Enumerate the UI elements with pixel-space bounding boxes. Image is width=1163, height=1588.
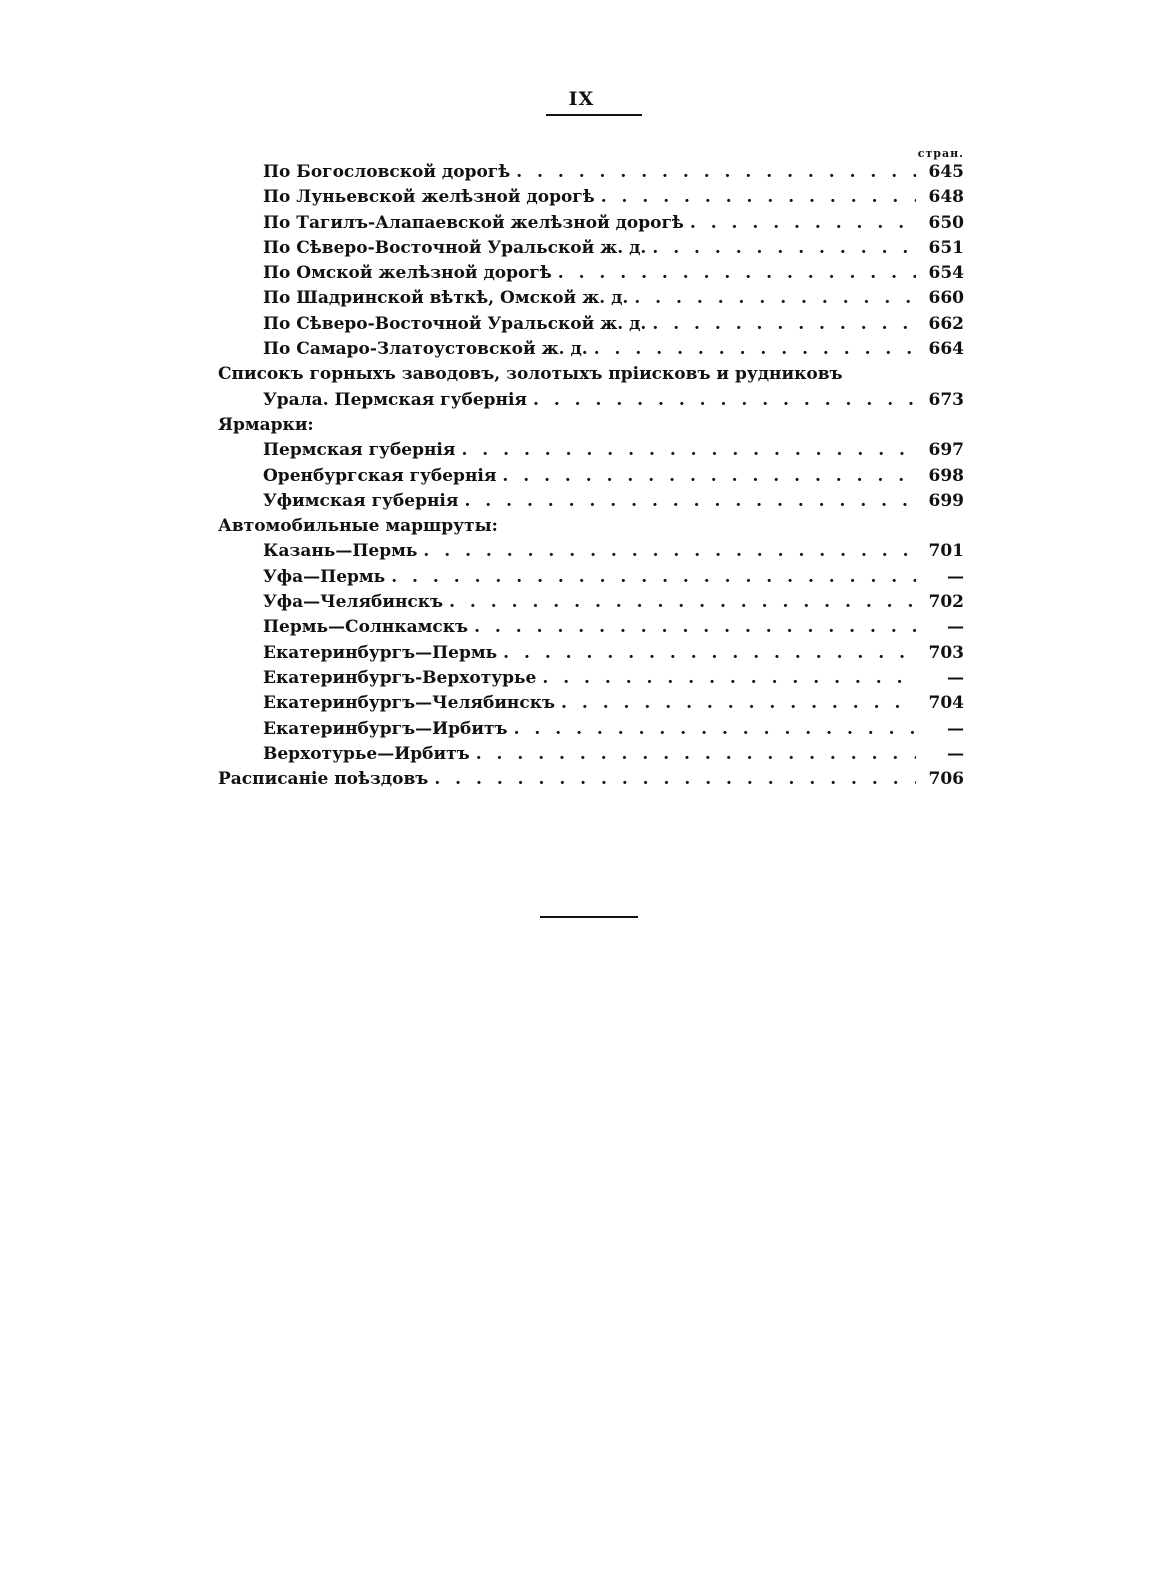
toc-entry-page: 697 (928, 440, 964, 461)
toc-entry-page: 645 (928, 162, 964, 182)
toc-entry-title: Оренбургская губернія (263, 465, 497, 486)
toc-entry-title: По Богословской дорогѣ (263, 162, 511, 182)
dot-leader (690, 211, 916, 236)
toc-entry-page: — (947, 743, 964, 764)
toc-entry (218, 413, 964, 438)
page-number: IX (568, 88, 595, 110)
toc-entry-title: По Самаро-Златоустовской ж. д. (263, 339, 588, 360)
toc-entry-title: По Шадринской вѣткѣ, Омской ж. д. (263, 288, 629, 309)
toc-entry-title: Пермь—Солнкамскъ (263, 617, 469, 638)
dot-leader (516, 160, 916, 185)
page-column-header: стран. (917, 147, 964, 160)
toc-entry-title: Верхотурье—Ирбитъ (263, 743, 470, 764)
toc-entry-title: Уфа—Челябинскъ (263, 592, 444, 613)
toc-entry-title: Екатеринбургъ—Пермь (263, 642, 498, 663)
toc-entry-page: 702 (928, 592, 964, 613)
dot-leader (461, 438, 916, 463)
toc-entry (218, 666, 964, 691)
toc-entry (218, 615, 964, 640)
toc-entry-page: 654 (928, 263, 964, 284)
toc-entry-page: 650 (928, 212, 964, 233)
toc-entry-title: Казань—Пермь (263, 541, 418, 562)
toc-entry (218, 514, 964, 539)
dot-leader (391, 565, 916, 590)
dot-leader (652, 312, 916, 337)
toc-entry-page: — (947, 566, 964, 587)
toc-entry-title: По Сѣверо-Восточной Уральской ж. д. (263, 237, 647, 258)
toc-entry (218, 438, 964, 463)
toc-entry-page: — (947, 617, 964, 638)
dot-leader (542, 666, 916, 691)
toc-entry (218, 261, 964, 286)
toc-entry-title: Пермская губернія (263, 440, 456, 461)
toc-entry-page: 698 (928, 465, 964, 486)
dot-leader (634, 286, 916, 311)
toc-entry (218, 236, 964, 261)
toc-entry-title: По Сѣверо-Восточной Уральской ж. д. (263, 313, 647, 334)
toc-entry-title: По Луньевской желѣзной дорогѣ (263, 187, 595, 208)
toc-entry-title: По Омской желѣзной дорогѣ (263, 263, 552, 284)
dot-leader (474, 615, 916, 640)
toc-entry (218, 337, 964, 362)
dot-leader (533, 388, 916, 413)
toc-entry (218, 362, 964, 387)
toc-entry (218, 641, 964, 666)
toc-entry (218, 539, 964, 564)
toc-entry-title: Автомобильные маршруты: (218, 516, 498, 537)
toc-entry (218, 211, 964, 236)
toc-entry-page: — (947, 718, 964, 739)
dot-leader (464, 489, 916, 514)
toc-entry (218, 565, 964, 590)
toc-entry (218, 160, 964, 185)
toc-entry-page: 660 (928, 288, 964, 309)
header-rule (546, 114, 642, 116)
toc-entry-title: Екатеринбургъ—Ирбитъ (263, 718, 508, 739)
toc-entry (218, 312, 964, 337)
dot-leader (561, 691, 916, 716)
dot-leader (601, 185, 916, 210)
toc-entry-page: 648 (928, 187, 964, 208)
toc-entry (218, 590, 964, 615)
toc-entry-title: Екатеринбургъ-Верхотурье (263, 667, 537, 688)
dot-leader (594, 337, 916, 362)
toc-entry (218, 742, 964, 767)
dot-leader (423, 539, 916, 564)
toc-entry (218, 691, 964, 716)
dot-leader (502, 464, 916, 489)
toc-entry-page: 704 (928, 693, 964, 714)
toc-entry-title: Урала. Пермская губернія (263, 389, 527, 410)
toc-entry-title: Расписаніе поѣздовъ (218, 769, 429, 790)
toc-entry-page: 651 (928, 237, 964, 258)
dot-leader (476, 742, 916, 767)
dot-leader (503, 641, 916, 666)
footer-rule (540, 916, 638, 918)
toc-entry-title: По Тагилъ-Алапаевской желѣзной дорогѣ (263, 212, 684, 233)
toc-entry-title: Ярмарки: (218, 414, 314, 435)
toc-entry-page: 701 (928, 541, 964, 562)
toc-entry-title: Екатеринбургъ—Челябинскъ (263, 693, 556, 714)
dot-leader (652, 236, 916, 261)
toc-entry-page: 706 (928, 769, 964, 790)
table-of-contents (218, 160, 964, 792)
toc-entry-page: 703 (928, 642, 964, 663)
toc-entry (218, 464, 964, 489)
dot-leader (449, 590, 916, 615)
toc-entry-page: 664 (928, 339, 964, 360)
toc-entry (218, 489, 964, 514)
dot-leader (434, 767, 916, 792)
toc-entry (218, 185, 964, 210)
toc-entry-title: Уфимская губернія (263, 490, 459, 511)
toc-entry-title: Уфа—Пермь (263, 566, 386, 587)
toc-entry (218, 286, 964, 311)
dot-leader (558, 261, 916, 286)
toc-entry (218, 717, 964, 742)
toc-entry (218, 767, 964, 792)
toc-entry-page: 699 (928, 490, 964, 511)
toc-entry-page: — (947, 667, 964, 688)
toc-entry (218, 388, 964, 413)
toc-entry-title: Списокъ горныхъ заводовъ, золотыхъ пріисковъ и рудниковъ (218, 364, 843, 385)
dot-leader (514, 717, 916, 742)
toc-entry-page: 673 (928, 389, 964, 410)
toc-entry-page: 662 (928, 313, 964, 334)
